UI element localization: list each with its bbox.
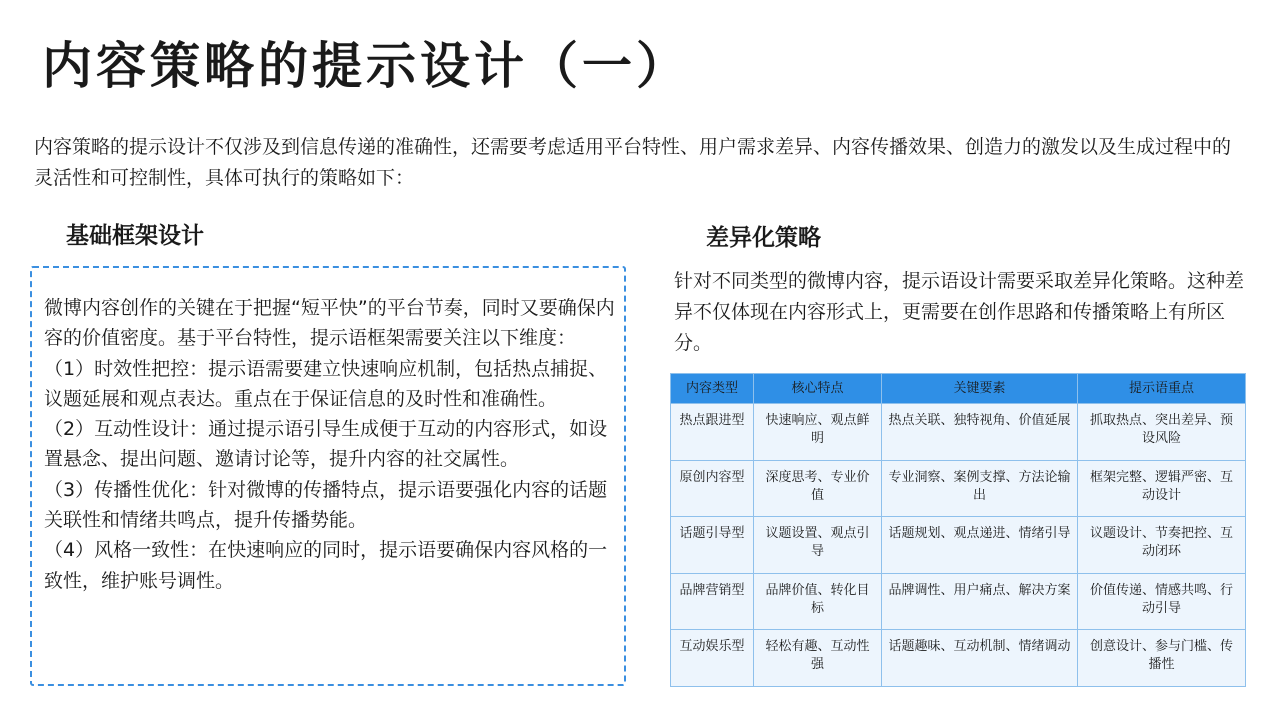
framework-point-style: （4）风格一致性：在快速响应的同时，提示语要确保内容风格的一致性，维护账号调性。 bbox=[44, 539, 608, 592]
table-cell: 话题引导型 bbox=[671, 517, 754, 574]
framework-point-propagation: （3）传播性优化：针对微博的传播特点，提示语要强化内容的话题关联性和情绪共鸣点，提升传播势能。 bbox=[44, 478, 608, 532]
table-cell: 议题设置、观点引导 bbox=[754, 517, 882, 574]
table-cell: 品牌价值、转化目标 bbox=[754, 573, 882, 630]
differentiation-intro: 针对不同类型的微博内容，提示语设计需要采取差异化策略。这种差异不仅体现在内容形式上，更需要在创作思路和传播策略上有所区分。 bbox=[674, 270, 1245, 354]
framework-point-timeliness: （1）时效性把控：提示语需要建立快速响应机制，包括热点捕捉、议题延展和观点表达。重点在于保证信息的及时性和准确性。 bbox=[44, 357, 608, 410]
table-cell: 价值传递、情感共鸣、行动引导 bbox=[1078, 573, 1246, 630]
table-cell: 专业洞察、案例支撑、方法论输出 bbox=[882, 460, 1078, 517]
table-cell: 议题设计、节奏把控、互动闭环 bbox=[1078, 517, 1246, 574]
table-cell: 品牌营销型 bbox=[671, 573, 754, 630]
table-cell: 轻松有趣、互动性强 bbox=[754, 630, 882, 687]
framework-paragraph: 微博内容创作的关键在于把握“短平快”的平台节奏，同时又要确保内容的价值密度。基于平台特性，提示语框架需要关注以下维度： bbox=[44, 297, 615, 350]
table-row bbox=[671, 460, 1246, 517]
table-cell: 热点关联、独特视角、价值延展 bbox=[882, 404, 1078, 461]
table-cell: 原创内容型 bbox=[671, 460, 754, 517]
table-header-features: 核心特点 bbox=[754, 374, 882, 404]
table-header-focus: 提示语重点 bbox=[1078, 374, 1246, 404]
table-cell: 品牌调性、用户痛点、解决方案 bbox=[882, 573, 1078, 630]
table-cell: 互动娱乐型 bbox=[671, 630, 754, 687]
table-cell: 框架完整、逻辑严密、互动设计 bbox=[1078, 460, 1246, 517]
table-cell: 创意设计、参与门槛、传播性 bbox=[1078, 630, 1246, 687]
table-cell: 话题规划、观点递进、情绪引导 bbox=[882, 517, 1078, 574]
table-cell: 快速响应、观点鲜明 bbox=[754, 404, 882, 461]
table-header-type: 内容类型 bbox=[671, 374, 754, 404]
strategy-table bbox=[670, 373, 1246, 687]
table-cell: 热点跟进型 bbox=[671, 404, 754, 461]
intro-paragraph: 内容策略的提示设计不仅涉及到信息传递的准确性，还需要考虑适用平台特性、用户需求差异、内容传播效果、创造力的激发以及生成过程中的灵活性和可控制性，具体可执行的策略如下： bbox=[34, 136, 1232, 189]
table-row bbox=[671, 404, 1246, 461]
framework-point-interaction: （2）互动性设计：通过提示语引导生成便于互动的内容形式，如设置悬念、提出问题、邀请讨论等，提升内容的社交属性。 bbox=[44, 418, 608, 471]
differentiation-heading: 差异化策略 bbox=[706, 225, 821, 251]
table-cell: 抓取热点、突出差异、预设风险 bbox=[1078, 404, 1246, 461]
table-cell: 深度思考、专业价值 bbox=[754, 460, 882, 517]
basic-framework-heading: 基础框架设计 bbox=[66, 223, 204, 249]
page-title: 内容策略的提示设计（一） bbox=[42, 37, 690, 95]
table-header-elements: 关键要素 bbox=[882, 374, 1078, 404]
table-row bbox=[671, 630, 1246, 687]
table-row bbox=[671, 517, 1246, 574]
table-header-row bbox=[671, 374, 1246, 404]
table-cell: 话题趣味、互动机制、情绪调动 bbox=[882, 630, 1078, 687]
framework-text bbox=[44, 293, 622, 596]
table-row bbox=[671, 573, 1246, 630]
